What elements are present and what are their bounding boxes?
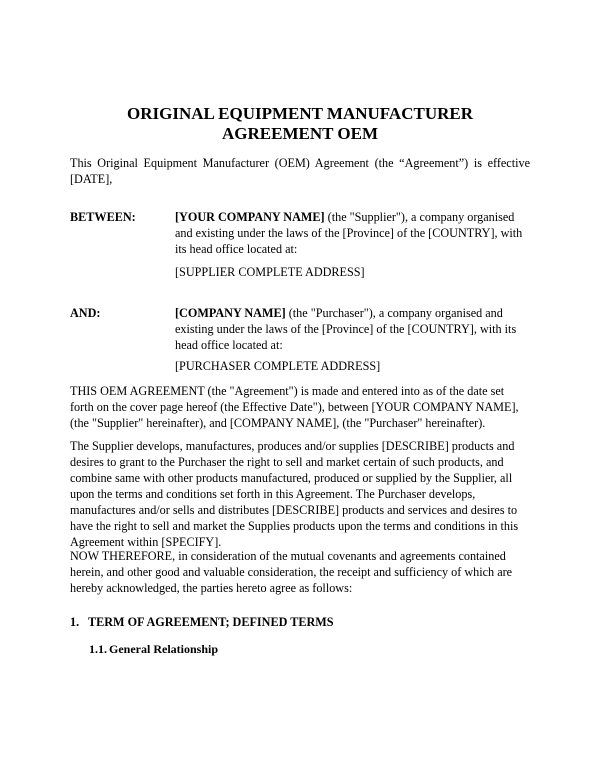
supplier-name: [YOUR COMPANY NAME] bbox=[175, 210, 325, 224]
intro-paragraph: This Original Equipment Manufacturer (OEM) Agreement (the “Agreement”) is effective [DATE], bbox=[70, 156, 530, 186]
purchaser-name: [COMPANY NAME] bbox=[175, 306, 286, 320]
between-label: BETWEEN: bbox=[70, 210, 136, 224]
section-1-1-heading bbox=[89, 641, 218, 657]
purchaser-party-text bbox=[175, 305, 530, 353]
purchaser-address: [PURCHASER COMPLETE ADDRESS] bbox=[175, 359, 381, 373]
and-label: AND: bbox=[70, 306, 101, 320]
agreement-paragraph: THIS OEM AGREEMENT (the "Agreement") is made and entered into as of the date set forth on the cover page hereof (the Effective Date"), between [YOUR COMPANY NAME], (the "Supplier" hereinafter), and [COMPANY NAME], (the "Purchaser" hereinafter). bbox=[70, 384, 519, 430]
recitals-paragraph: The Supplier develops, manufactures, produces and/or supplies [DESCRIBE] products and desires to grant to the Purchaser the right to sell and market certain of such products, and combine same with other products manufactured, produced or supplied by the Supplier, all upon the terms and conditions set forth in this Agreement. The Purchaser develops, manufactures and/or sells and distributes [DESCRIBE] products and services and desires to have the right to sell and market the Supplies products upon the terms and conditions in this Agreement within [SPECIFY]. bbox=[70, 439, 519, 549]
supplier-party-text bbox=[175, 209, 530, 257]
consideration-paragraph: NOW THEREFORE, in consideration of the mutual covenants and agreements contained herein, and other good and valuable consideration, the receipt and sufficiency of which are hereby acknowledged, the parties hereto agree as follows: bbox=[70, 549, 513, 595]
section-1-1-title: General Relationship bbox=[109, 642, 219, 656]
supplier-description: (the "Supplier"), a company organised and existing under the laws of the [Province] of the [COUNTRY], with its head office located at: bbox=[175, 210, 523, 256]
purchaser-description: (the "Purchaser"), a company organised and existing under the laws of the [Province] of the [COUNTRY], with its head office located at: bbox=[175, 306, 517, 352]
section-1-heading bbox=[70, 614, 334, 630]
section-1-title: TERM OF AGREEMENT; DEFINED TERMS bbox=[88, 615, 334, 629]
section-1-number: 1. bbox=[70, 615, 80, 629]
supplier-address: [SUPPLIER COMPLETE ADDRESS] bbox=[175, 265, 365, 279]
section-1-1-number: 1.1. bbox=[89, 642, 107, 656]
document-title: ORIGINAL EQUIPMENT MANUFACTURER AGREEMENT OEM bbox=[126, 104, 473, 143]
